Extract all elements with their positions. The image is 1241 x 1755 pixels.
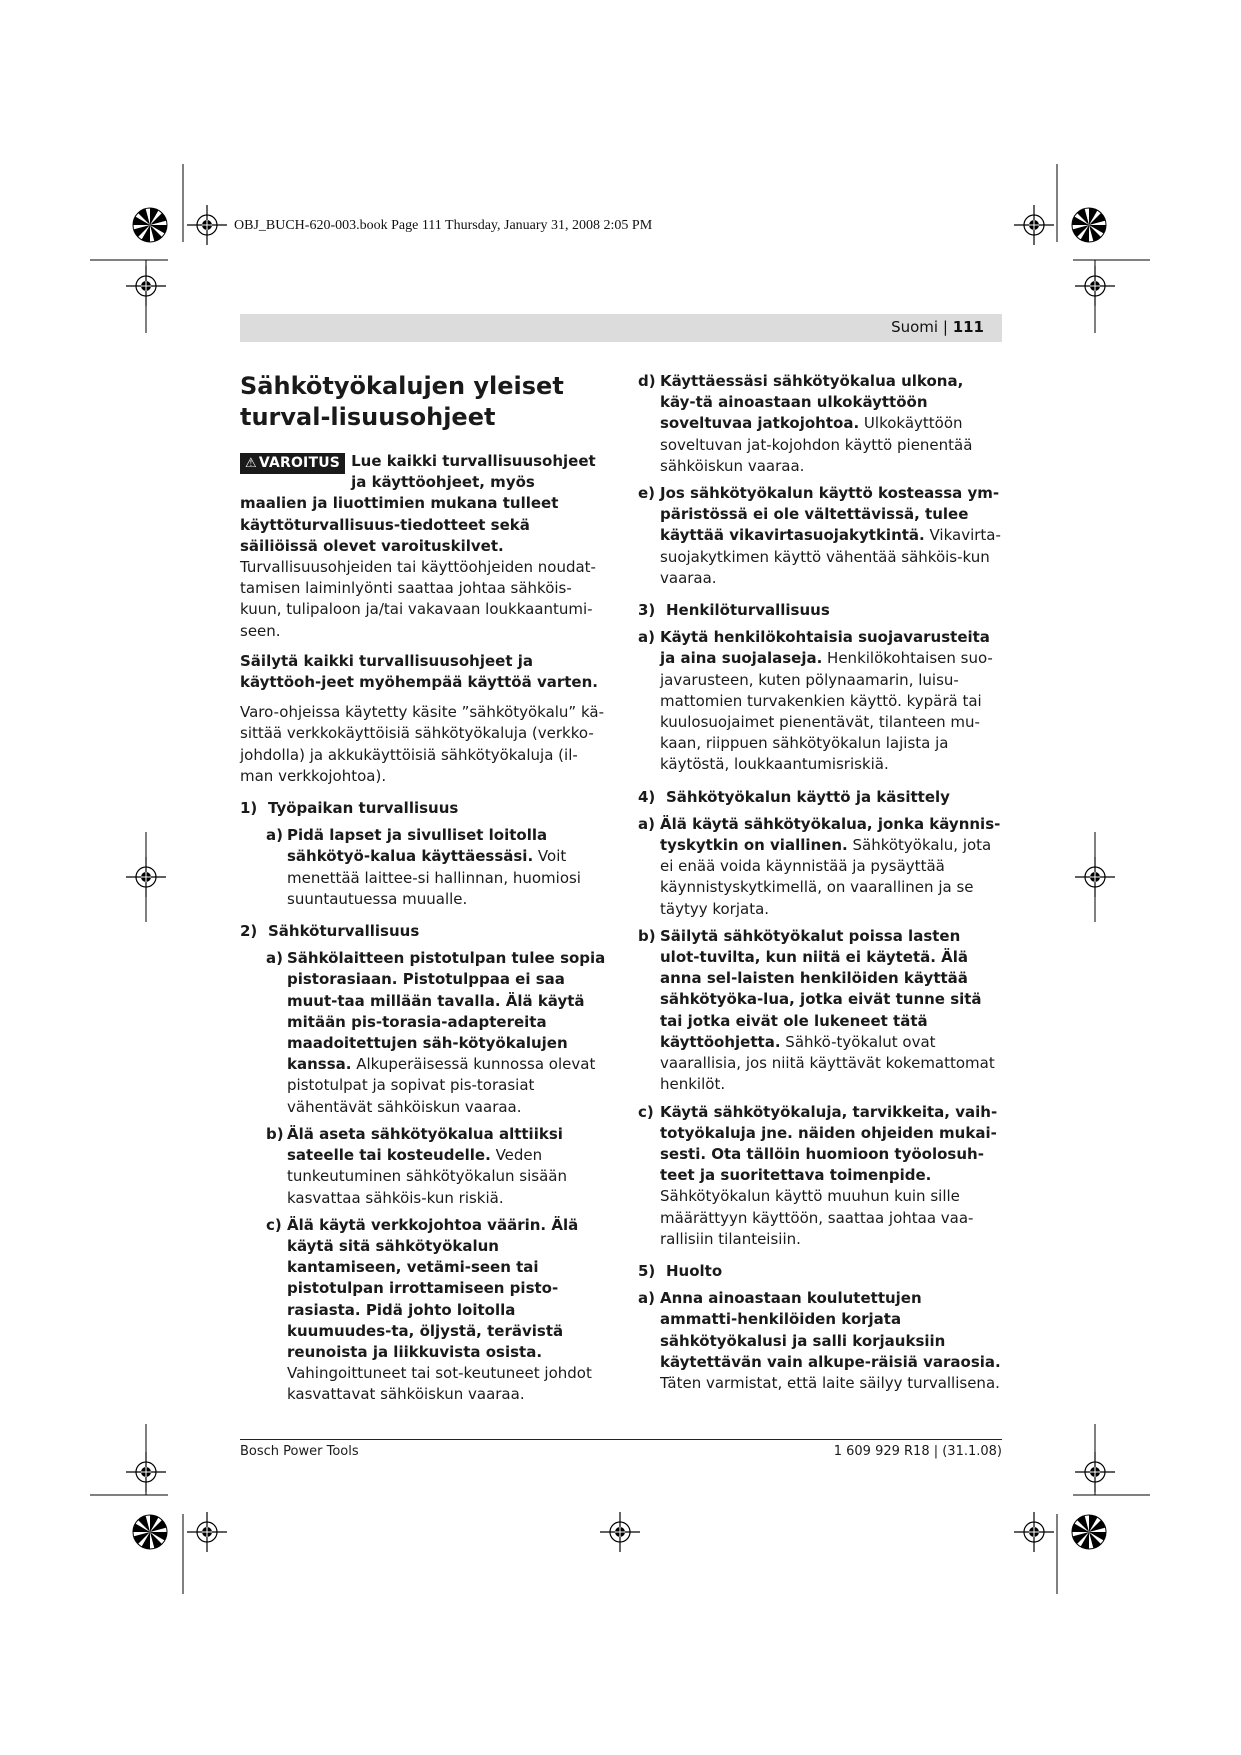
starburst-mark-bottom-left [133, 1515, 167, 1549]
right-column [638, 371, 1004, 1400]
registration-mark-bottom-center [600, 1512, 640, 1552]
registration-mark-middle-right [1075, 857, 1115, 897]
list-item: a) Älä käytä sähkötyökalua, jonka käynnis-tyskytkin on viallinen. Sähkötyökalu, jota ei enää voida käynnistää ja pysäyttää käynnistyskytkimellä, on vaarallinen ja se täytyy korjata. [638, 814, 1001, 918]
header-text [891, 318, 984, 336]
left-column [240, 371, 606, 1412]
section-heading: 3) Henkilöturvallisuus [638, 601, 830, 620]
section-heading: 2) Sähköturvallisuus [240, 922, 420, 941]
registration-mark-lower-right [1075, 1452, 1115, 1492]
keep-note: Säilytä kaikki turvallisuusohjeet ja käyttöoh-jeet myöhempää käyttöä varten. [240, 651, 598, 692]
warning-text: Turvallisuusohjeiden tai käyttöohjeiden noudat-tamisen laiminlyönti saattaa johtaa sähköis-kuun, tulipaloon ja/tai vakavaan loukkaantumi-seen. [240, 558, 596, 640]
header-language: Suomi [891, 318, 939, 336]
list-item: b) Älä aseta sähkötyökalua alttiiksi sateelle tai kosteudelle. Veden tunkeutuminen sähkötyökalun sisään kasvattaa sähköis-kun riskiä. [266, 1124, 567, 1207]
footer-doc-number: 1 609 929 R18 | (31.1.08) [833, 1444, 1002, 1459]
list-item: b) Säilytä sähkötyökalut poissa lasten ulot-tuvilta, kun niitä ei käytetä. Älä anna sel-laisten henkilöiden käyttää sähkötyöka-lua, jotka eivät tunne sitä tai jotka eivät ole lukeneet tätä käyttöohjetta. Sähkö-työkalut ovat vaarallisia, jos niitä käyttävät kokemattomat henkilöt. [638, 926, 995, 1094]
list-item: a) Sähkölaitteen pistotulpan tulee sopia pistorasiaan. Pistotulppaa ei saa muut-taa millään tavalla. Älä käytä mitään pis-torasia-adaptereita maadoitettujen säh-kötyökalujen kanssa. Alkuperäisessä kunnossa olevat pistotulpat ja sopivat pis-torasiat vähentävät sähköiskun vaaraa. [266, 949, 606, 1116]
list-item: c) Älä käytä verkkojohtoa väärin. Älä käytä sitä sähkötyökalun kantamiseen, vetämi-seen tai pistotulpan irrottamiseen pisto-rasiasta. Pidä johto loitolla kuumuudes-ta, öljystä, terävistä reunoista ja liikkuvista osista. Vahingoittuneet tai sot-keutuneet johdot kasvattavat sähköiskun vaaraa. [266, 1215, 592, 1404]
warning-bold-text: Lue kaikki turvallisuusohjeet ja käyttöohjeet, myös maalien ja liuottimien mukana tulleet käyttöturvallisuus-tiedotteet sekä säiliöissä olevet varoituskilvet. [240, 452, 596, 555]
list-item: a) Anna ainoastaan koulutettujen ammatti-henkilöiden korjata sähkötyökalusi ja salli korjauksiin käytettävän vain alkupe-räisiä varaosia. Täten varmistat, että laite säilyy turvallisena. [638, 1289, 1001, 1392]
page-number: 111 [952, 318, 984, 336]
section-heading: 4) Sähkötyökalun käyttö ja käsittely [638, 787, 950, 806]
list-item: a) Pidä lapset ja sivulliset loitolla sähkötyö-kalua käyttäessäsi. Voit menettää laittee-si hallinnan, huomiosi suuntautuessa muualle. [266, 826, 581, 908]
registration-mark-top-left [187, 205, 227, 245]
registration-mark-lower-left [126, 1452, 166, 1492]
starburst-mark-bottom-right [1072, 1515, 1106, 1549]
registration-mark-bottom-right [1014, 1512, 1054, 1552]
page-header [240, 314, 1002, 342]
starburst-mark-top-left [133, 208, 167, 242]
page-title: Sähkötyökalujen yleiset turval-lisuusohjeet [240, 372, 564, 431]
list-item: c) Käytä sähkötyökaluja, tarvikkeita, vaih-totyökaluja jne. näiden ohjeiden mukai-sesti. Ota tällöin huomioon työolosuh-teet ja suoritettava toimenpide. Sähkötyökalun käyttö muuhun kuin sille määrättyyn käyttöön, saattaa johtaa vaa-rallisiin tilanteisiin. [638, 1102, 998, 1248]
list-item: a) Käytä henkilökohtaisia suojavarusteita ja aina suojalaseja. Henkilökohtaisen suo-javarusteen, kuten pölynaamarin, luisu-mattomien turvakenkien käyttö. kypärä tai kuulosuojaimet pienentävät, tilanteen mu-kaan, riippuen sähkötyökalun lajista ja käytöstä, loukkaantumisriskiä. [638, 628, 993, 774]
footer-brand: Bosch Power Tools [240, 1444, 359, 1459]
registration-mark-top-right [1014, 205, 1054, 245]
section-heading: 5) Huolto [638, 1261, 723, 1280]
list-item: e) Jos sähkötyökalun käyttö kosteassa ym-päristössä ei ole vältettävissä, tulee käyttää vikavirtasuojakytkintä. Vikavirta-suojakytkimen käyttö vähentää sähköis-kun vaaraa. [638, 484, 1001, 587]
registration-mark-bottom-left [187, 1512, 227, 1552]
section-heading: 1) Työpaikan turvallisuus [240, 799, 459, 818]
warning-triangle-icon: ⚠ [245, 456, 257, 471]
footer-rule [240, 1439, 1002, 1440]
header-separator: | [942, 318, 948, 336]
registration-mark-upper-left [126, 266, 166, 306]
intro-paragraph: Varo-ohjeissa käytetty käsite ”sähkötyökalu” kä-sittää verkkokäyttöisiä sähkötyökaluja (verkko-johdolla) ja akkukäyttöisiä sähkötyökaluja (il-man verkkojohtoa). [240, 703, 604, 785]
warning-badge-label: VAROITUS [258, 455, 341, 471]
starburst-mark-top-right [1072, 208, 1106, 242]
print-slug: OBJ_BUCH-620-003.book Page 111 Thursday, January 31, 2008 2:05 PM [234, 218, 653, 233]
warning-badge [240, 453, 345, 474]
list-item: d) Käyttäessäsi sähkötyökalua ulkona, käy-tä ainoastaan ulkokäyttöön soveltuvaa jatkojohtoa. Ulkokäyttöön soveltuvan jat-kojohdon käyttö pienentää sähköiskun vaaraa. [638, 372, 973, 475]
registration-mark-upper-right [1075, 266, 1115, 306]
warning-block [240, 451, 606, 642]
registration-mark-middle-left [126, 857, 166, 897]
